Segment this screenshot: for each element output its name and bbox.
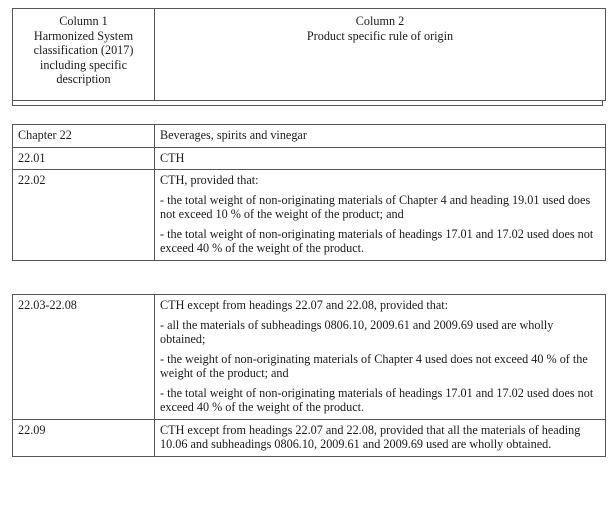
column1-line: description <box>56 72 111 86</box>
rule-cell <box>155 147 606 170</box>
rule-text: - the total weight of non-originating materials of headings 17.01 and 17.02 used does not exceed 40 % of the weight of the product. <box>160 226 594 255</box>
chapter22-table <box>12 124 606 261</box>
rule-text: Beverages, spirits and vinegar <box>160 128 307 142</box>
column2-title: Column 2 <box>355 14 405 28</box>
code-cell: 22.09 <box>13 419 155 456</box>
rule-text: CTH except from headings 22.07 and 22.08, provided that: <box>160 298 449 312</box>
header-table <box>12 8 606 101</box>
rule-cell <box>155 419 606 456</box>
rule-text: - the total weight of non-originating materials of Chapter 4 and heading 19.01 used does not exceed 10 % of the weight of the product; and <box>160 192 591 221</box>
header-gap <box>12 100 603 106</box>
table-row <box>13 419 606 456</box>
column1-line: Harmonized System <box>33 28 134 43</box>
column1-header <box>13 9 155 101</box>
rule-cell <box>155 295 606 420</box>
code-cell: 22.03-22.08 <box>13 295 155 420</box>
rule-text: - all the materials of subheadings 0806.10, 2009.61 and 2009.69 used are wholly obtained; <box>160 317 554 346</box>
rule-text: CTH <box>160 150 185 165</box>
table-row <box>13 125 606 148</box>
rule-text: CTH except from headings 22.07 and 22.08, provided that all the materials of heading 10.06 and subheadings 0806.10, 2009.61 and 2009.69 used are wholly obtained. <box>160 422 581 451</box>
rule-text: - the weight of non-originating materials of Chapter 4 used does not exceed 40 % of the weight of the product; and <box>160 351 588 380</box>
rule-text: CTH, provided that: <box>160 173 259 187</box>
code-cell: 22.01 <box>13 147 155 170</box>
table-row <box>13 147 606 170</box>
rule-cell <box>155 125 606 148</box>
headings-table <box>12 294 606 457</box>
column1-line: classification (2017) <box>33 43 134 57</box>
column1-title: Column 1 <box>59 14 108 28</box>
table-row <box>13 170 606 261</box>
code-cell: 22.02 <box>13 170 155 261</box>
column1-line: including specific <box>40 57 127 72</box>
table-row <box>13 295 606 420</box>
column2-subtitle: Product specific rule of origin <box>306 28 454 43</box>
rule-text: - the total weight of non-originating materials of headings 17.01 and 17.02 used does not exceed 40 % of the weight of the product. <box>160 385 594 414</box>
rule-cell <box>155 170 606 261</box>
code-cell: Chapter 22 <box>13 125 155 148</box>
column2-header <box>155 9 606 101</box>
